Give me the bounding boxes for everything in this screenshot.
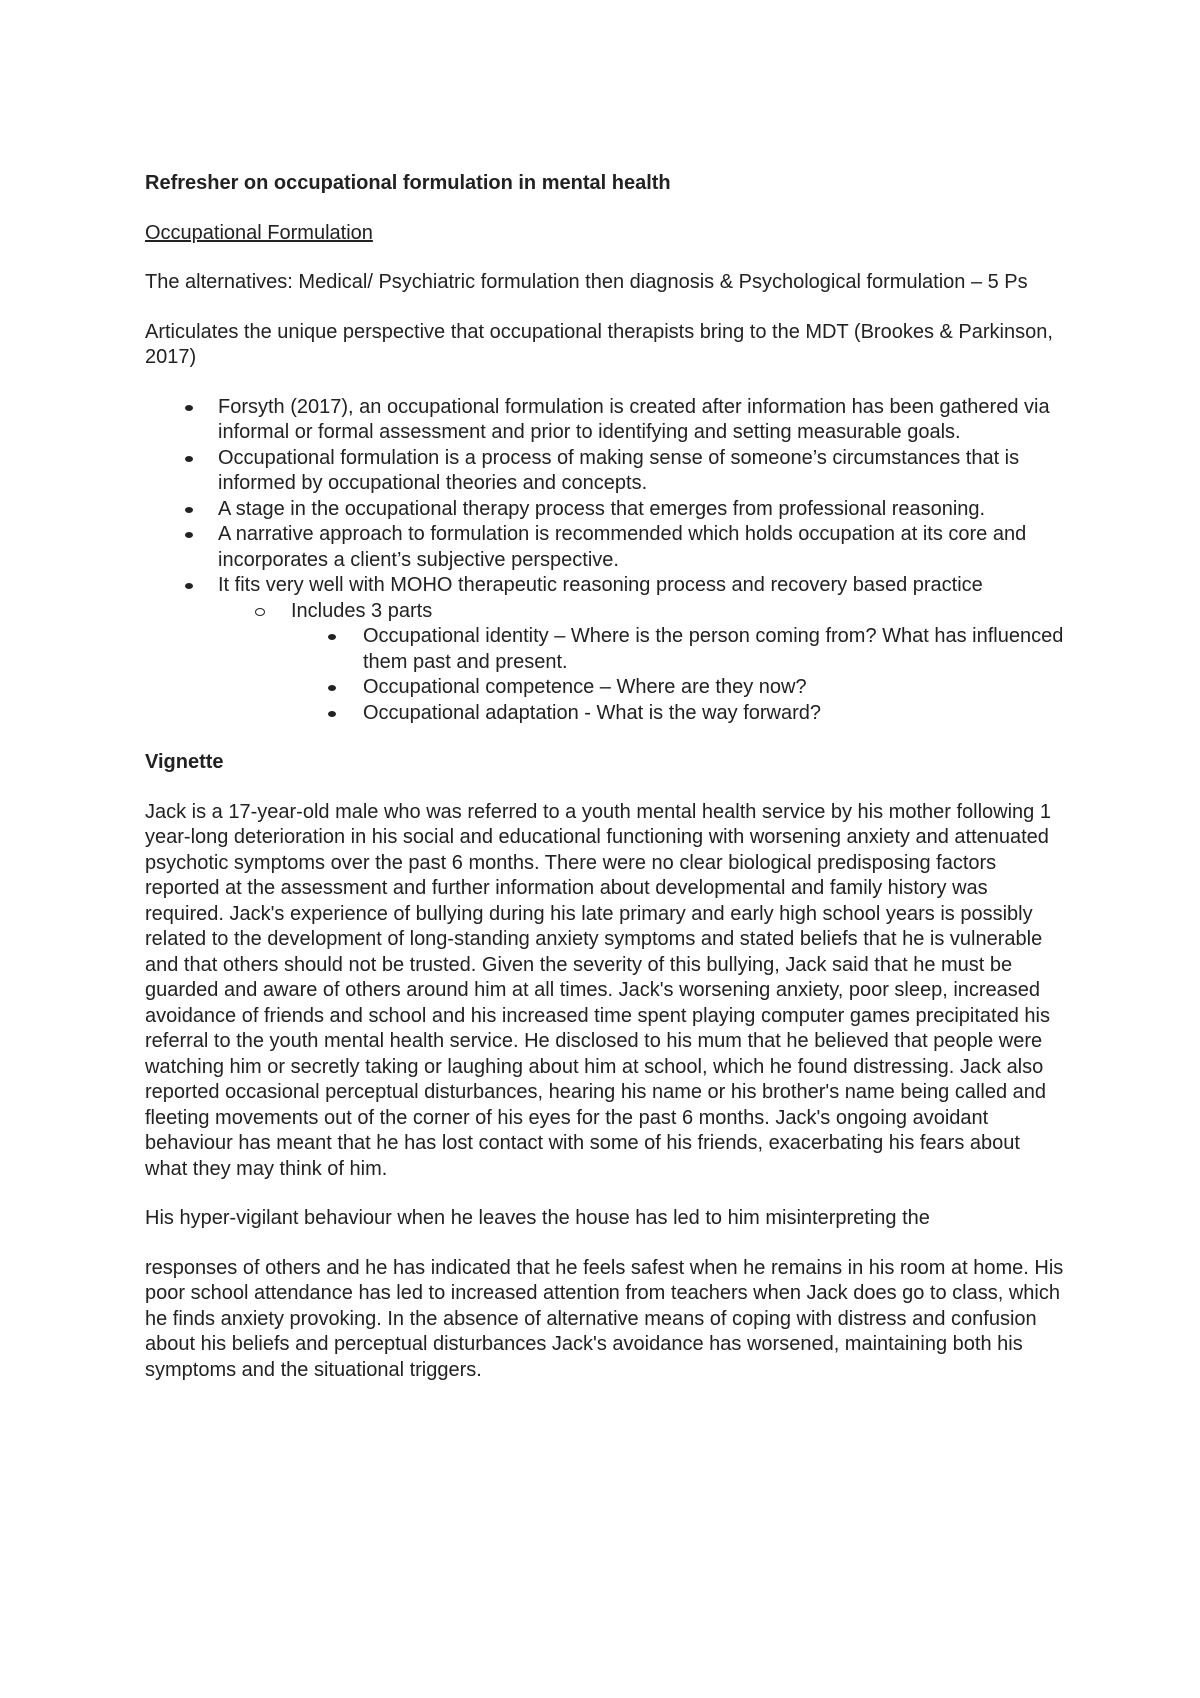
- part-item: [291, 624, 1065, 675]
- part-item: [291, 701, 1065, 727]
- list-item-text: It fits very well with MOHO therapeutic reasoning process and recovery based practice: [218, 574, 983, 596]
- part-item-text: Occupational adaptation - What is the way forward?: [363, 701, 822, 724]
- section-heading: Occupational Formulation: [145, 221, 373, 244]
- sub-bullet-list: [218, 599, 1065, 727]
- part-item: [291, 675, 1065, 701]
- list-item: [145, 573, 1065, 726]
- vignette-heading: Vignette: [145, 751, 224, 773]
- list-item: [145, 522, 1065, 573]
- document-page: [145, 171, 1065, 1407]
- bullet-list: [145, 395, 1065, 727]
- list-item: [145, 446, 1065, 497]
- list-item: [145, 497, 1065, 523]
- vignette-paragraph: Jack is a 17-year-old male who was referred to a youth mental health service by his mother following 1 year-long deterioration in his social and educational functioning with worsening anxiety and attenuated psychotic symptoms over the past 6 months. There were no clear biological predisposing factors reported at the assessment and further information about developmental and family history was required. Jack's experience of bullying during his late primary and early high school years is possibly related to the development of long-standing anxiety symptoms and stated beliefs that he is vulnerable and that others should not be trusted. Given the severity of this bullying, Jack said that he must be guarded and aware of others around him at all times. Jack's worsening anxiety, poor sleep, increased avoidance of friends and school and his increased time spent playing computer games precipitated his referral to the youth mental health service. He disclosed to his mum that he believed that people were watching him or secretly taking or laughing about him at school, which he found distressing. Jack also reported occasional perceptual disturbances, hearing his name or his brother's name being called and fleeting movements out of the corner of his eyes for the past 6 months. Jack's ongoing avoidant behaviour has meant that he has lost contact with some of his friends, exacerbating his fears about what they may think of him.: [145, 800, 1051, 1180]
- sub-list-item: [218, 599, 1065, 727]
- vignette-paragraph: His hyper-vigilant behaviour when he leaves the house has led to him misinterpreting the: [145, 1207, 930, 1229]
- parts-list: [291, 624, 1065, 726]
- list-item-text: A narrative approach to formulation is recommended which holds occupation at its core and incorporates a client’s subjective perspective.: [218, 523, 1027, 571]
- list-item: [145, 395, 1065, 446]
- list-item-text: Forsyth (2017), an occupational formulation is created after information has been gathered via informal or formal assessment and prior to identifying and setting measurable goals.: [218, 395, 1050, 443]
- articulates-paragraph: Articulates the unique perspective that occupational therapists bring to the MDT (Brookes & Parkinson, 2017): [145, 320, 1053, 368]
- vignette-paragraph: responses of others and he has indicated that he feels safest when he remains in his room at home. His poor school attendance has led to increased attention from teachers when Jack does go to class, which he finds anxiety provoking. In the absence of alternative means of coping with distress and confusion about his beliefs and perceptual disturbances Jack's avoidance has worsened, maintaining both his symptoms and the situational triggers.: [145, 1256, 1064, 1381]
- sub-list-item-text: Includes 3 parts: [291, 599, 433, 622]
- list-item-text: A stage in the occupational therapy process that emerges from professional reasoning.: [218, 497, 986, 520]
- list-item-text: Occupational formulation is a process of making sense of someone’s circumstances that is informed by occupational theories and concepts.: [218, 446, 1020, 494]
- part-item-text: Occupational competence – Where are they now?: [363, 676, 807, 698]
- alternatives-paragraph: The alternatives: Medical/ Psychiatric formulation then diagnosis & Psychological formulation – 5 Ps: [145, 271, 1028, 293]
- document-title: Refresher on occupational formulation in mental health: [145, 172, 671, 194]
- part-item-text: Occupational identity – Where is the person coming from? What has influenced them past and present.: [363, 625, 1064, 673]
